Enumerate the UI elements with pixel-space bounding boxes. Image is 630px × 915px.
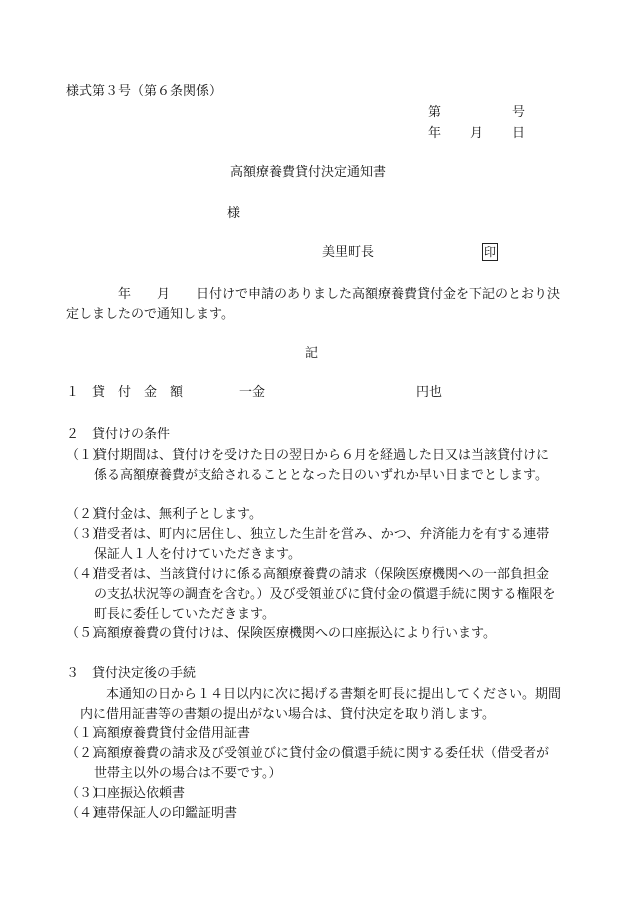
document-item-text: 口座振込依頼書 bbox=[94, 786, 186, 801]
document-item-label: （４） bbox=[66, 806, 106, 821]
form-label: 様式第３号（第６条関係） bbox=[66, 84, 223, 99]
condition-item-label: （１） bbox=[66, 448, 106, 463]
condition-item-text: 貸付金は、無利子とします。 bbox=[94, 507, 262, 522]
condition-item-text: 高額療養費の貸付けは、保険医療機関への口座振込により行います。 bbox=[94, 626, 496, 641]
condition-item-label: （５） bbox=[66, 626, 106, 641]
amount-prefix: 一金 bbox=[239, 385, 266, 400]
condition-item bbox=[66, 505, 561, 525]
seal-box bbox=[482, 243, 498, 261]
condition-item bbox=[66, 565, 561, 625]
condition-item bbox=[66, 624, 561, 644]
document-item bbox=[66, 744, 561, 784]
issuer-name: 美里町長 bbox=[322, 245, 375, 260]
condition-item-text: 貸付期間は、貸付けを受けた日の翌日から６月を経過した日又は当該貸付けに係る高額療養費が支給されることとなった日のいずれか早い日までとします。 bbox=[94, 448, 550, 483]
document-item-text: 高額療養費貸付金借用証書 bbox=[94, 726, 251, 741]
document-item-label: （１） bbox=[66, 726, 106, 741]
document-item-label: （３） bbox=[66, 786, 106, 801]
document-item-text: 高額療養費の請求及び受領並びに貸付金の償還手続に関する委任状（借受者が世帯主以外の場合は不要です。） bbox=[94, 746, 550, 781]
condition-item-text: 借受者は、町内に居住し、独立した生計を営み、かつ、弁済能力を有する連帯保証人１人を付けていただきます。 bbox=[94, 527, 550, 562]
ki-heading: 記 bbox=[305, 346, 319, 361]
condition-item-text: 借受者は、当該貸付けに係る高額療養費の請求（保険医療機関への一部負担金の支払状況等の調査を含む。）及び受領並びに貸付金の償還手続に関する権限を町長に委任していただきます。 bbox=[94, 567, 556, 622]
condition-item bbox=[66, 446, 561, 486]
document-date: 年 月 日 bbox=[428, 126, 527, 141]
seal-mark: 印 bbox=[484, 245, 497, 259]
document-item-text: 連帯保証人の印鑑証明書 bbox=[94, 806, 238, 821]
condition-item-label: （２） bbox=[66, 507, 106, 522]
document-item bbox=[66, 724, 561, 744]
procedure-paragraph bbox=[66, 685, 566, 725]
amount-suffix: 円也 bbox=[416, 385, 443, 400]
document-item-label: （２） bbox=[66, 746, 106, 761]
procedure-text: 本通知の日から１４日以内に次に掲げる書類を町長に提出してください。期間内に借用証書等の書類の提出がない場合は、貸付決定を取り消します。 bbox=[80, 687, 562, 722]
document-title: 高額療養費貸付決定通知書 bbox=[230, 165, 387, 180]
condition-item-label: （３） bbox=[66, 527, 106, 542]
condition-item-label: （４） bbox=[66, 567, 106, 582]
addressee-honorific: 様 bbox=[227, 206, 241, 221]
document-item bbox=[66, 784, 561, 804]
intro-paragraph: 年 月 日付けで申請のありました高額療養費貸付金を下記のとおり決定しましたので通知します。 bbox=[66, 287, 561, 322]
document-number: 第 号 bbox=[428, 105, 527, 120]
section1-label: １ 貸 付 金 額 bbox=[66, 385, 184, 400]
condition-item bbox=[66, 525, 561, 565]
section3-heading: ３ 貸付決定後の手続 bbox=[66, 666, 197, 681]
section2-heading: ２ 貸付けの条件 bbox=[66, 427, 171, 442]
document-item bbox=[66, 804, 561, 824]
